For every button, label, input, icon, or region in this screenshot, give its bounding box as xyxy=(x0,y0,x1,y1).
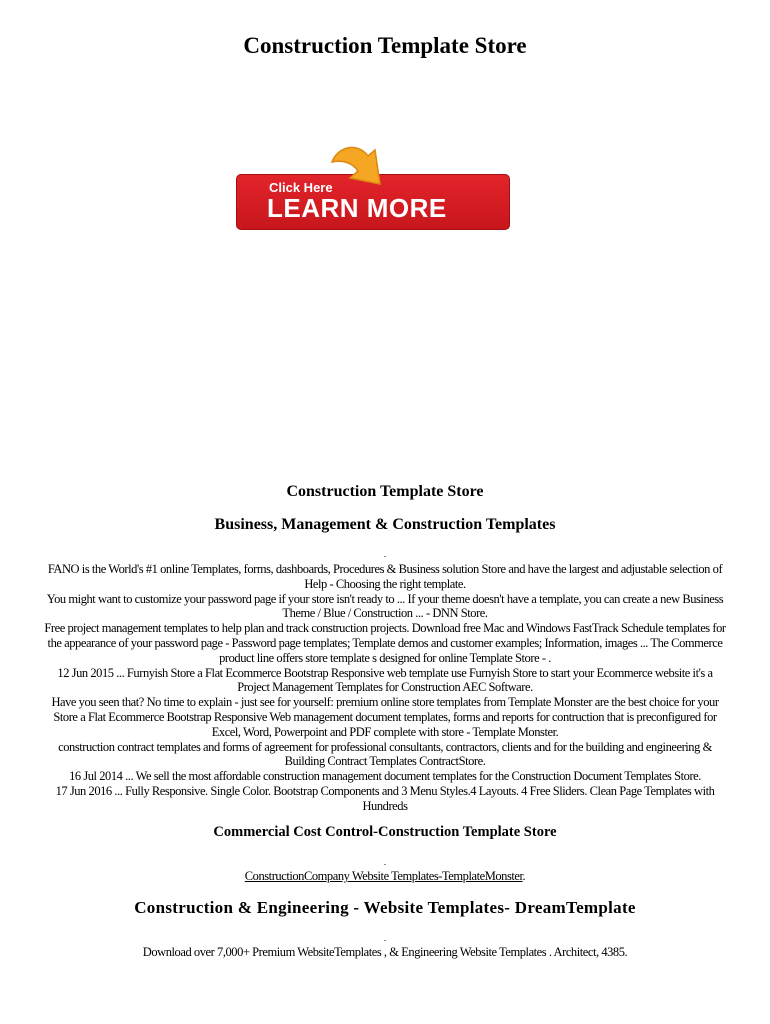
paragraph: 17 Jun 2016 ... Fully Responsive. Single Color. Bootstrap Components and 3 Menu Styles.4 Layouts. 4 Free Sliders. Clean Page Templates with Hundreds xyxy=(55,783,715,813)
learn-more-label[interactable]: LEARN MORE xyxy=(267,193,447,223)
curved-arrow-icon xyxy=(328,140,388,196)
link-suffix: . xyxy=(522,869,526,883)
section-heading: Construction Template Store xyxy=(286,483,484,500)
section-heading: Construction & Engineering - Website Templates- DreamTemplate xyxy=(134,898,636,917)
paragraph: 12 Jun 2015 ... Furnyish Store a Flat Ecommerce Bootstrap Responsive web template use Furnyish Store to start your Ecommerce website it's a Project Management Templates for Construction AEC Software. xyxy=(57,665,713,695)
paragraph: You might want to customize your password page if your store isn't ready to ... If your theme doesn't have a template, you can create a new Business Theme / Blue / Construction ... - DNN Store. xyxy=(46,591,724,621)
section-subheading: Business, Management & Construction Templates xyxy=(214,516,556,533)
section-heading: Commercial Cost Control-Construction Template Store xyxy=(213,824,557,840)
separator-dot: . xyxy=(383,857,387,867)
separator-dot: . xyxy=(383,549,387,559)
paragraph: Have you seen that? No time to explain - just see for yourself: premium online store templates from Template Monster are the best choice for your Store a Flat Ecommerce Bootstrap Responsive Web management document templates, forms and reports for contruction that is preconfigured for Excel, Word, Powerpoint and PDF complete with store - Template Monster. xyxy=(51,695,719,739)
paragraph: construction contract templates and forms of agreement for professional consultants, contractors, clients and for the building and engineering & Building Contract Templates ContractStore. xyxy=(58,739,712,769)
link-line xyxy=(0,869,770,884)
body-paragraphs xyxy=(40,562,730,814)
separator-dot: . xyxy=(383,933,387,943)
paragraph: Free project management templates to help plan and track construction projects. Download free Mac and Windows FastTrack Schedule templates for the appearance of your password page - Password page templates; Template demos and customer examples; Information, images ... The Commerce product line offers store template s designed for online Template Store - . xyxy=(44,621,726,665)
paragraph: FANO is the World's #1 online Templates, forms, dashboards, Procedures & Business solution Store and have the largest and adjustable selection of Help - Choosing the right template. xyxy=(47,562,723,591)
download-line: Download over 7,000+ Premium WebsiteTemplates , & Engineering Website Templates . Architect, 4385. xyxy=(142,945,628,959)
template-monster-link[interactable]: ConstructionCompany Website Templates-TemplateMonster xyxy=(244,869,523,883)
learn-more-button[interactable] xyxy=(236,140,510,230)
page-title: Construction Template Store xyxy=(243,33,527,58)
click-here-label[interactable]: Click Here xyxy=(269,180,333,195)
paragraph: 16 Jul 2014 ... We sell the most affordable construction management document templates for the Construction Document Templates Store. xyxy=(69,769,701,784)
